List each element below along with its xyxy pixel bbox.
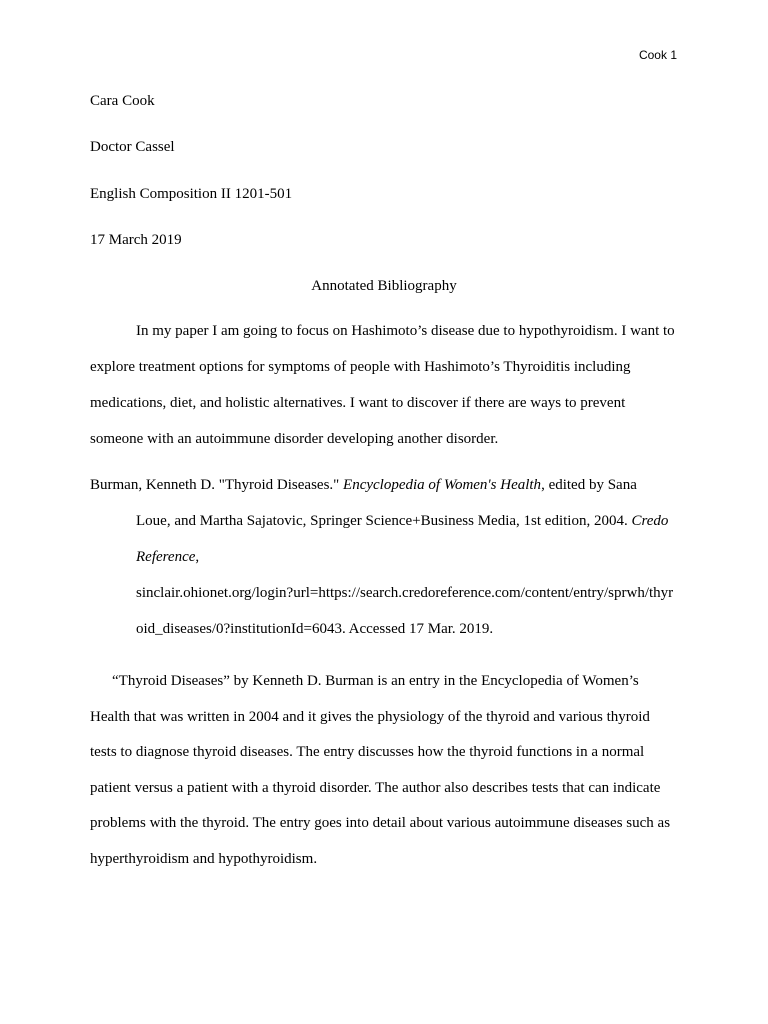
paragraph-line: problems with the thyroid. The entry goes into detail about various autoimmune diseases such as: [90, 815, 671, 832]
date: 17 March 2019: [90, 231, 182, 248]
citation-line: [90, 503, 678, 539]
paragraph-line: Health that was written in 2004 and it gives the physiology of the thyroid and various thyroid: [90, 708, 650, 725]
student-name: Cara Cook: [90, 93, 155, 109]
citation-database-title: Credo: [631, 513, 669, 529]
instructor-name: Doctor Cassel: [90, 139, 175, 156]
citation-punctuation: ,: [195, 549, 200, 565]
citation-entry: [90, 467, 678, 647]
citation-line: [90, 467, 678, 503]
citation-url-accessed: oid_diseases/0?institutionId=6043. Accessed 17 Mar. 2019.: [136, 621, 494, 637]
citation-line: [90, 539, 678, 575]
intro-paragraph: [90, 313, 678, 457]
citation-database-title: Reference: [136, 549, 196, 565]
paragraph-line: hyperthyroidism and hypothyroidism.: [90, 850, 318, 867]
citation-source-title: Encyclopedia of Women's Health: [343, 477, 542, 493]
paragraph-line: tests to diagnose thyroid diseases. The entry discusses how the thyroid functions in a normal: [90, 744, 645, 761]
citation-line: [90, 575, 678, 611]
paragraph-line: In my paper I am going to focus on Hashimoto’s disease due to hypothyroidism. I want to: [136, 323, 675, 339]
paragraph-line: someone with an autoimmune disorder developing another disorder.: [90, 431, 499, 447]
mla-heading: [90, 78, 678, 309]
citation-url: sinclair.ohionet.org/login?url=https://search.credoreference.com/content/entry/sprwh/thyr: [136, 585, 674, 601]
paragraph-line: “Thyroid Diseases” by Kenneth D. Burman is an entry in the Encyclopedia of Women’s: [112, 673, 639, 689]
running-head: Cook 1: [638, 48, 677, 62]
annotation-paragraph: [90, 664, 678, 878]
paragraph-line: medications, diet, and holistic alternatives. I want to discover if there are ways to prevent: [90, 395, 626, 411]
citation-editors: , edited by Sana: [541, 477, 637, 493]
paragraph-line: explore treatment options for symptoms of people with Hashimoto’s Thyroiditis including: [90, 359, 631, 375]
citation-author-article: Burman, Kenneth D. "Thyroid Diseases.": [90, 477, 344, 493]
document-title: Annotated Bibliography: [311, 278, 457, 294]
citation-line: [90, 611, 678, 647]
citation-publisher: Loue, and Martha Sajatovic, Springer Science+Business Media, 1st edition, 2004.: [136, 513, 632, 529]
course-name: English Composition II 1201-501: [90, 185, 293, 202]
paragraph-line: patient versus a patient with a thyroid disorder. The author also describes tests that can indicate: [90, 779, 661, 796]
